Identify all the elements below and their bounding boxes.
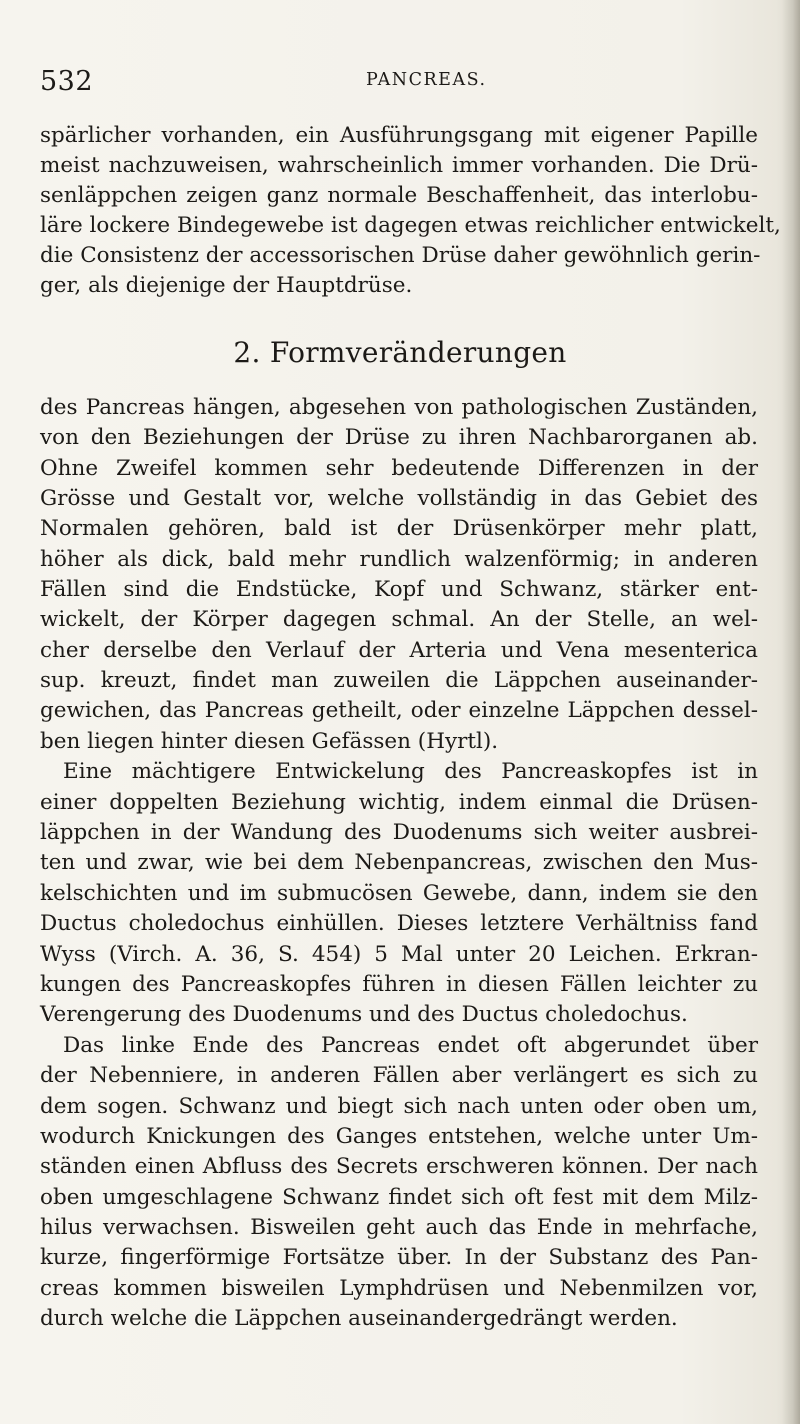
text-line: die Consistenz der accessorischen Drüse daher gewöhnlich gerin- — [40, 243, 761, 268]
page-header — [40, 66, 760, 106]
text-line: ständen einen Abfluss des Secrets erschweren können. Der nach — [40, 1154, 758, 1179]
section-heading: 2. Formveränderungen — [233, 336, 567, 369]
text-line: Fällen sind die Endstücke, Kopf und Schwanz, stärker ent- — [40, 577, 758, 602]
text-line: höher als dick, bald mehr rundlich walzenförmig; in anderen — [40, 547, 758, 572]
text-line: der Nebenniere, in anderen Fällen aber verlängert es sich zu — [40, 1063, 758, 1088]
text-line: ger, als diejenige der Hauptdrüse. — [40, 273, 413, 298]
text-line: dem sogen. Schwanz und biegt sich nach unten oder oben um, — [40, 1094, 758, 1119]
text-line: Das linke Ende des Pancreas endet oft abgerundet über — [63, 1033, 758, 1058]
text-line: einer doppelten Beziehung wichtig, indem einmal die Drüsen- — [40, 790, 758, 815]
page-edge-shadow — [782, 0, 800, 1424]
text-line: des Pancreas hängen, abgesehen von pathologischen Zuständen, — [40, 395, 758, 420]
running-head: PANCREAS. — [366, 70, 487, 90]
text-line: kungen des Pancreaskopfes führen in diesen Fällen leichter zu — [40, 972, 758, 997]
text-line: kurze, fingerförmige Fortsätze über. In der Substanz des Pan- — [40, 1245, 758, 1270]
text-line: wickelt, der Körper dagegen schmal. An der Stelle, an wel- — [40, 607, 758, 632]
text-line: von den Beziehungen der Drüse zu ihren Nachbarorganen ab. — [40, 425, 758, 450]
text-line: Normalen gehören, bald ist der Drüsenkörper mehr platt, — [40, 516, 758, 541]
text-line: creas kommen bisweilen Lymphdrüsen und Nebenmilzen vor, — [40, 1276, 758, 1301]
text-line: ben liegen hinter diesen Gefässen (Hyrtl). — [40, 729, 499, 754]
text-line: durch welche die Läppchen auseinandergedrängt werden. — [40, 1306, 678, 1331]
page-number: 532 — [40, 66, 94, 97]
text-line: Ohne Zweifel kommen sehr bedeutende Differenzen in der — [40, 456, 758, 481]
text-line: Ductus choledochus einhüllen. Dieses letztere Verhältniss fand — [40, 911, 758, 936]
text-line: Grösse und Gestalt vor, welche vollständig in das Gebiet des — [40, 486, 758, 511]
text-line: läre lockere Bindegewebe ist dagegen etwas reichlicher entwickelt, — [40, 213, 781, 238]
text-line: meist nachzuweisen, wahrscheinlich immer vorhanden. Die Drü- — [40, 153, 758, 178]
text-line: Eine mächtigere Entwickelung des Pancreaskopfes ist in — [63, 759, 758, 784]
text-line: ten und zwar, wie bei dem Nebenpancreas, zwischen den Mus- — [40, 850, 758, 875]
text-line: Wyss (Virch. A. 36, S. 454) 5 Mal unter 20 Leichen. Erkran- — [40, 942, 758, 967]
text-line: gewichen, das Pancreas getheilt, oder einzelne Läppchen dessel- — [40, 698, 758, 723]
text-line: sup. kreuzt, findet man zuweilen die Läppchen auseinander- — [40, 668, 758, 693]
text-line: läppchen in der Wandung des Duodenums sich weiter ausbrei- — [40, 820, 758, 845]
text-line: oben umgeschlagene Schwanz findet sich oft fest mit dem Milz- — [40, 1185, 758, 1210]
text-line: cher derselbe den Verlauf der Arteria und Vena mesenterica — [40, 638, 758, 663]
text-line: spärlicher vorhanden, ein Ausführungsgang mit eigener Papille — [40, 123, 758, 148]
text-line: Verengerung des Duodenums und des Ductus choledochus. — [40, 1002, 688, 1027]
text-line: hilus verwachsen. Bisweilen geht auch das Ende in mehrfache, — [40, 1215, 758, 1240]
text-line: kelschichten und im submucösen Gewebe, dann, indem sie den — [40, 881, 758, 906]
text-line: senläppchen zeigen ganz normale Beschaffenheit, das interlobu- — [40, 183, 758, 208]
text-line: wodurch Knickungen des Ganges entstehen, welche unter Um- — [40, 1124, 758, 1149]
